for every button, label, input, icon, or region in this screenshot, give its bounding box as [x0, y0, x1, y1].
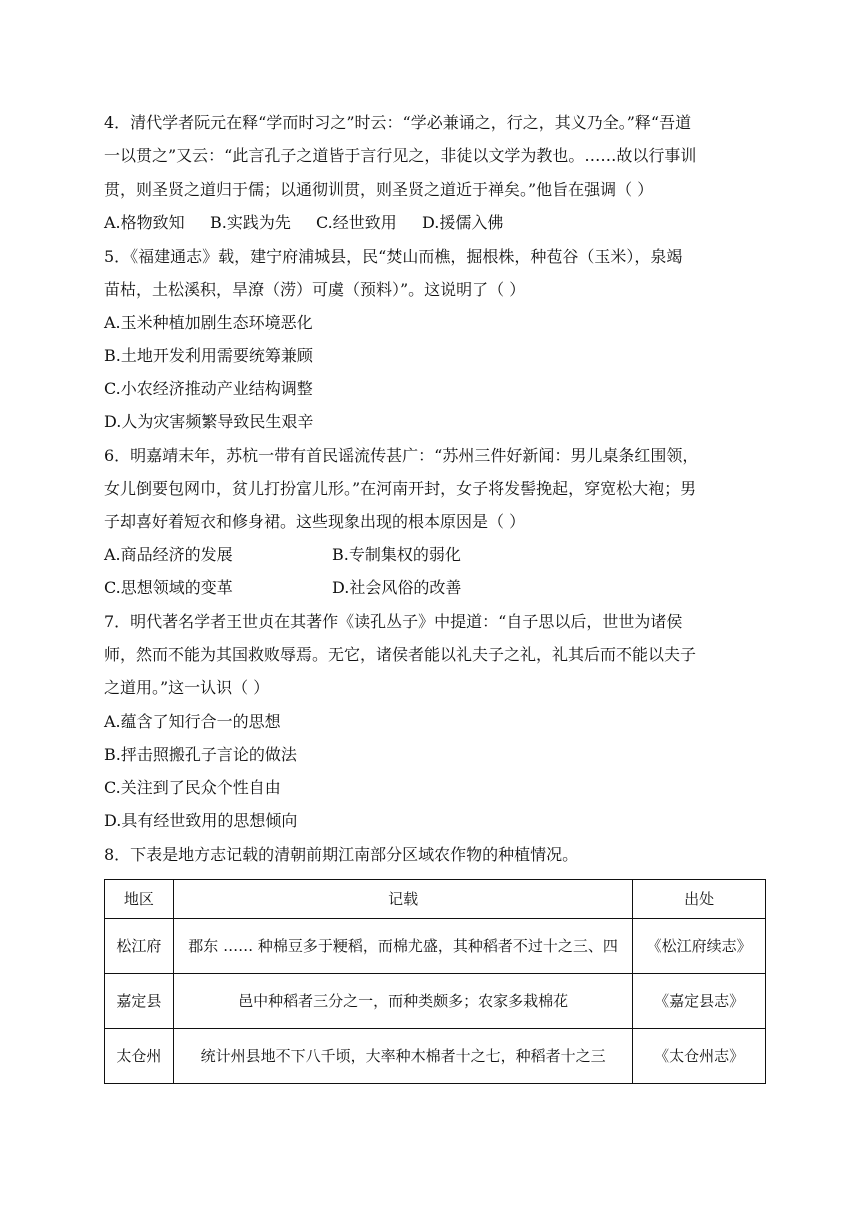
q5-option-a[interactable]: A.玉米种植加剧生态环境恶化	[104, 313, 313, 332]
q8-stem-line-1: 8．下表是地方志记载的清朝前期江南部分区域农作物的种植情况。	[104, 845, 579, 864]
cell-source: 《嘉定县志》	[633, 974, 766, 1029]
q4-option-b[interactable]: B.实践为先	[210, 213, 291, 232]
q5-option-b[interactable]: B.土地开发利用需要统筹兼顾	[104, 346, 313, 365]
cell-region: 太仓州	[105, 1029, 174, 1084]
q4-stem-line-2: 一以贯之”又云：“此言孔子之道皆于言行见之，非徒以文学为教也。……故以行事训	[104, 146, 697, 165]
q7-option-d[interactable]: D.具有经世致用的思想倾向	[104, 811, 298, 830]
q4-options	[104, 213, 764, 233]
table-row	[105, 1029, 766, 1084]
q6-option-c[interactable]: C.思想领域的变革	[104, 578, 233, 597]
q4-stem-line-3: 贯，则圣贤之道归于儒；以通彻训贯，则圣贤之道近于禅矣。”他旨在强调（ ）	[104, 180, 654, 199]
q4-option-c[interactable]: C.经世致用	[316, 213, 397, 232]
q7-option-c[interactable]: C.关注到了民众个性自由	[104, 778, 281, 797]
q5-stem-line-2: 苗枯，土松溪积，旱潦（涝）可虞（预料）”。这说明了（ ）	[104, 280, 526, 299]
q6-options-row-1	[104, 545, 764, 565]
cell-region: 嘉定县	[105, 974, 174, 1029]
table-row	[105, 974, 766, 1029]
q6-stem-line-2: 女儿倒要包网巾，贫儿打扮富儿形。”在河南开封，女子将发髻挽起，穿宽松大袍；男	[104, 479, 697, 498]
table-header-row	[105, 880, 766, 919]
cell-source: 《太仓州志》	[633, 1029, 766, 1084]
header-source: 出处	[633, 880, 766, 919]
q7-stem-line-2: 师，然而不能为其国救败辱焉。无它，诸侯者能以礼夫子之礼，礼其后而不能以夫子	[104, 645, 697, 664]
q6-option-b[interactable]: B.专制集权的弱化	[332, 545, 461, 564]
q6-stem-line-1: 6．明嘉靖末年，苏杭一带有首民谣流传甚广：“苏州三件好新闻：男儿桌条红围领，	[104, 446, 699, 465]
q4-stem-line-1: 4．清代学者阮元在释“学而时习之”时云：“学必兼诵之，行之，其义乃全。”释“吾道	[104, 113, 692, 132]
q6-option-a[interactable]: A.商品经济的发展	[104, 545, 233, 564]
q4-option-d[interactable]: D.援儒入佛	[422, 213, 504, 232]
header-region: 地区	[105, 880, 174, 919]
cell-record: 郡东 …… 种棉豆多于粳稻，而棉尤盛，其种稻者不过十之三、四	[173, 919, 632, 974]
cell-region: 松江府	[105, 919, 174, 974]
q5-option-c[interactable]: C.小农经济推动产业结构调整	[104, 379, 313, 398]
cell-source: 《松江府续志》	[633, 919, 766, 974]
q6-stem-line-3: 子却喜好着短衣和修身裙。这些现象出现的根本原因是（ ）	[104, 512, 526, 531]
q7-option-a[interactable]: A.蕴含了知行合一的思想	[104, 712, 281, 731]
q6-option-d[interactable]: D.社会风俗的改善	[332, 578, 462, 597]
cell-record: 统计州县地不下八千顷，大率种木棉者十之七，种稻者十之三	[173, 1029, 632, 1084]
header-record: 记载	[173, 880, 632, 919]
q7-option-b[interactable]: B.抨击照搬孔子言论的做法	[104, 745, 297, 764]
q6-options-row-2	[104, 578, 764, 598]
q5-stem-line-1: 5．《福建通志》载，建宁府浦城县，民“焚山而樵，掘根株，种苞谷（玉米），泉竭	[104, 247, 683, 266]
cell-record: 邑中种稻者三分之一，而种类颇多；农家多栽棉花	[173, 974, 632, 1029]
q7-stem-line-1: 7．明代著名学者王世贞在其著作《读孔丛子》中提道：“自子思以后，世世为诸侯	[104, 612, 683, 631]
table-row	[105, 919, 766, 974]
q7-stem-line-3: 之道用。”这一认识（ ）	[104, 678, 270, 697]
crop-records-table	[104, 879, 766, 1084]
q4-option-a[interactable]: A.格物致知	[104, 213, 185, 232]
q5-option-d[interactable]: D.人为灾害频繁导致民生艰辛	[104, 412, 314, 431]
